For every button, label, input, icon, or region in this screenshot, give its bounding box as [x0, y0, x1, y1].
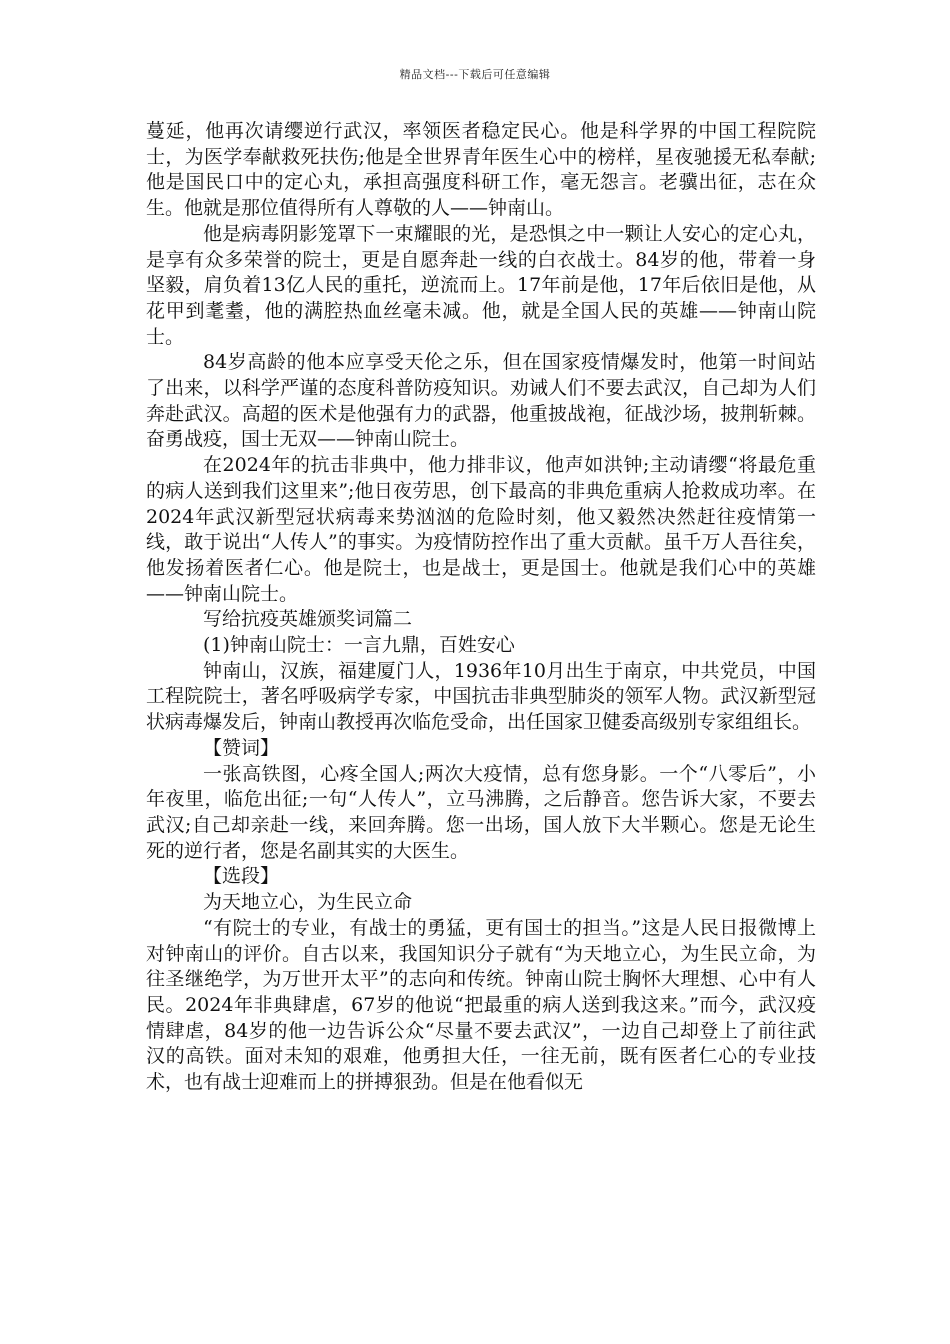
paragraph: 钟南山，汉族，福建厦门人，1936年10月出生于南京，中共党员，中国工程院院士，著名呼吸病学专家，中国抗击非典型肺炎的领军人物。武汉新型冠状病毒爆发后，钟南山教授再次临危受命，出任国家卫健委高级别专家组组长。 [146, 659, 816, 734]
paragraph: “有院士的专业，有战士的勇猛，更有国士的担当。”这是人民日报微博上对钟南山的评价。自古以来，我国知识分子就有“为天地立心，为生民立命，为往圣继绝学，为万世开太平”的志向和传统。钟南山院士胸怀大理想、心中有人民。2024年非典肆虐，67岁的他说“把最重的病人送到我这来。”而今，武汉疫情肆虐，84岁的他一边告诉公众“尽量不要去武汉”，一边自己却登上了前往武汉的高铁。面对未知的艰难，他勇担大任，一往无前，既有医者仁心的专业技术，也有战士迎难而上的拼搏狠劲。但是在他看似无 [146, 916, 816, 1094]
subsection-title: 为天地立心，为生民立命 [203, 891, 413, 914]
subsection-label: 【选段】 [203, 865, 280, 888]
page-header: 精品文档---下载后可任意编辑 [399, 68, 551, 81]
subsection-title: (1)钟南山院士：一言九鼎，百姓安心 [203, 634, 515, 657]
subsection-label: 【赞词】 [203, 736, 280, 759]
paragraph: 在2024年的抗击非典中，他力排非议，他声如洪钟;主动请缨“将最危重的病人送到我们这里来”;他日夜劳思，创下最高的非典危重病人抢救成功率。在2024年武汉新型冠状病毒来势汹汹的危险时刻，他又毅然决然赶往疫情第一线，敢于说出“人传人”的事实。为疫情防控作出了重大贡献。虽千万人吾往矣，他发扬着医者仁心。他是院士，也是战士，更是国士。他就是我们心中的英雄——钟南山院士。 [146, 454, 816, 605]
document-body [146, 119, 816, 1096]
section-title: 写给抗疫英雄颁奖词篇二 [203, 608, 413, 631]
paragraph: 蔓延，他再次请缨逆行武汉，率领医者稳定民心。他是科学界的中国工程院院士，为医学奉献救死扶伤;他是全世界青年医生心中的榜样，星夜驰援无私奉献;他是国民口中的定心丸，承担高强度科研工作，毫无怨言。老骥出征，志在众生。他就是那位值得所有人尊敬的人——钟南山。 [146, 120, 816, 220]
paragraph: 他是病毒阴影笼罩下一束耀眼的光，是恐惧之中一颗让人安心的定心丸，是享有众多荣誉的院士，更是自愿奔赴一线的白衣战士。84岁的他，带着一身坚毅，肩负着13亿人民的重托，逆流而上。17年前是他，17年后依旧是他，从花甲到耄耋，他的满腔热血丝毫未减。他，就是全国人民的英雄——钟南山院士。 [146, 222, 816, 348]
paragraph: 84岁高龄的他本应享受天伦之乐，但在国家疫情爆发时，他第一时间站了出来，以科学严谨的态度科普防疫知识。劝诫人们不要去武汉，自己却为人们奔赴武汉。高超的医术是他强有力的武器，他重披战袍，征战沙场，披荆斩棘。奋勇战疫，国士无双——钟南山院士。 [146, 351, 816, 451]
paragraph: 一张高铁图，心疼全国人;两次大疫情，总有您身影。一个“八零后”，小年夜里，临危出征;一句“人传人”，立马沸腾，之后静音。您告诉大家，不要去武汉;自己却亲赴一线，来回奔腾。您一出场，国人放下大半颗心。您是无论生死的逆行者，您是名副其实的大医生。 [146, 762, 816, 862]
